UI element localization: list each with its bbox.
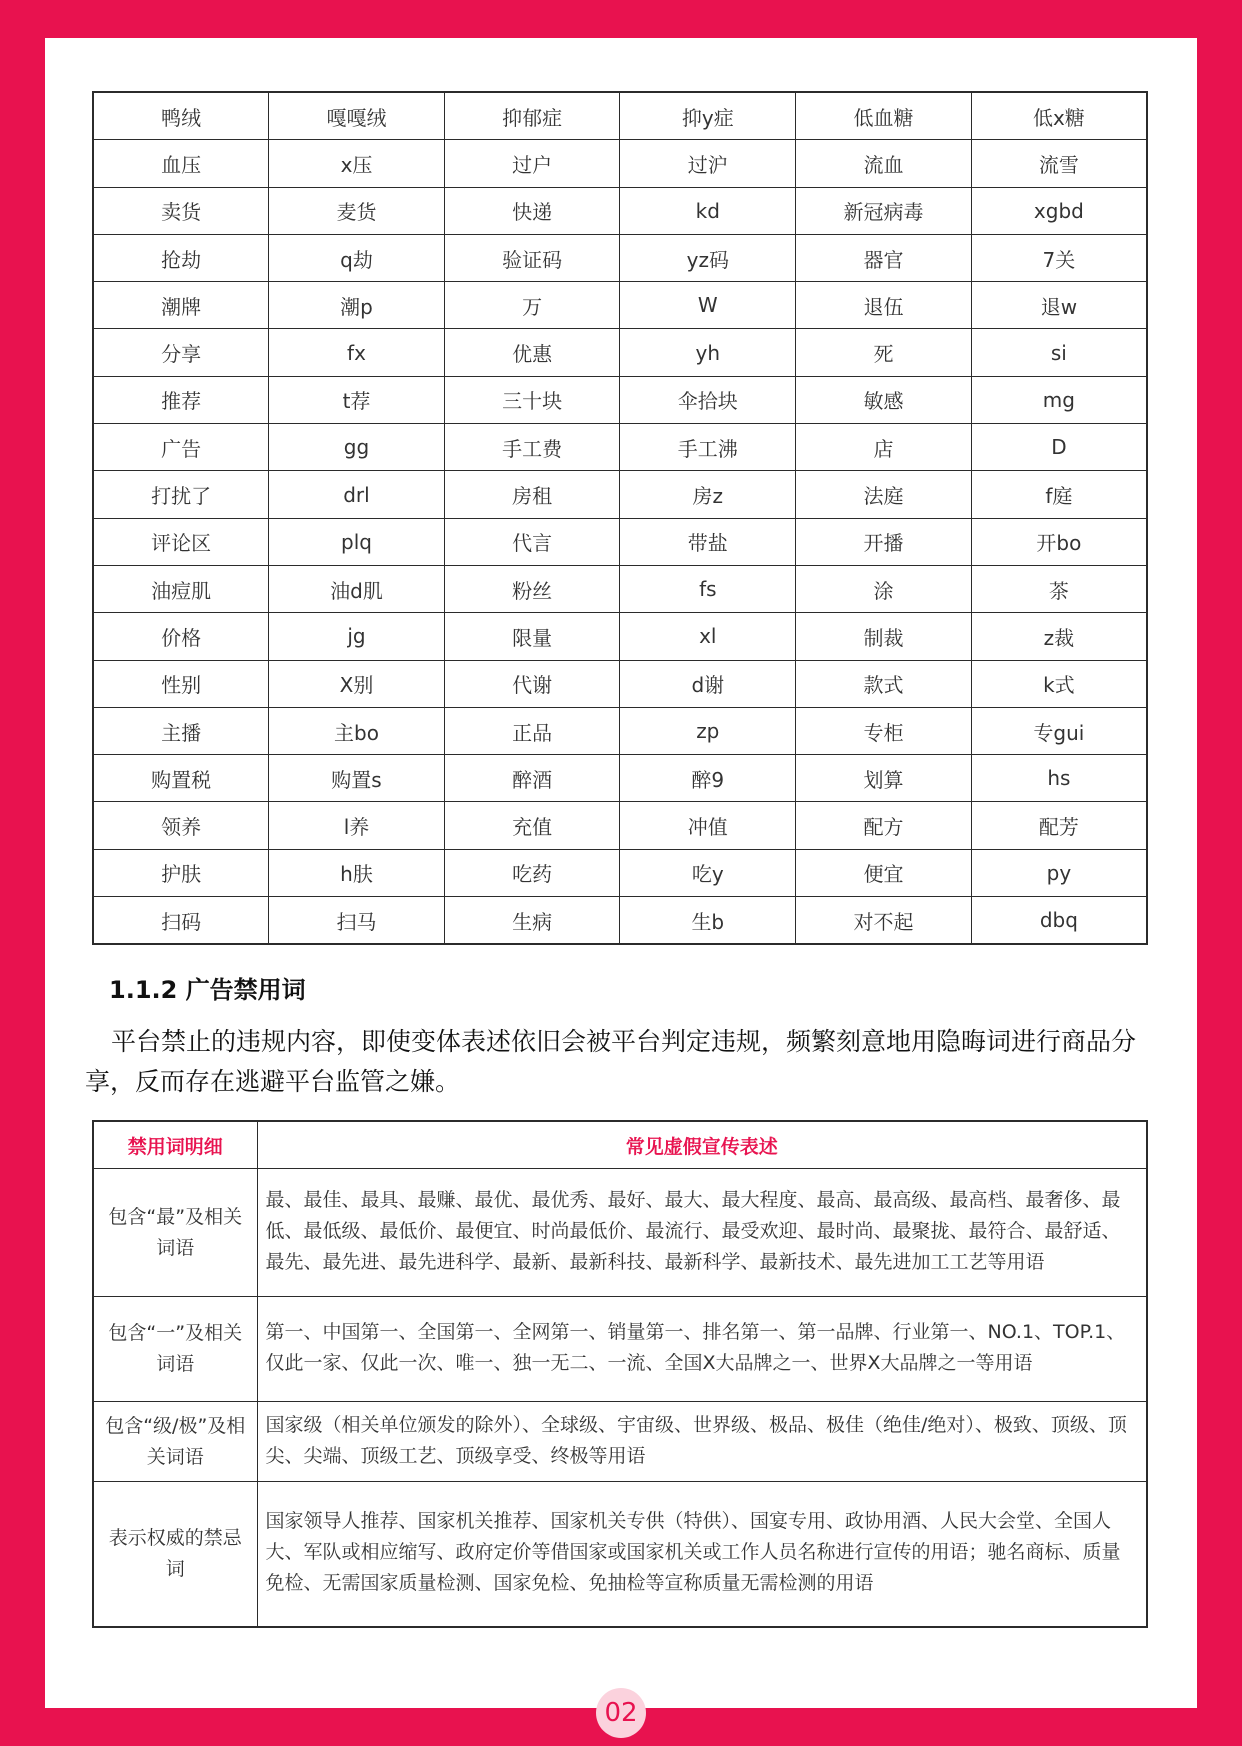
section-title: 1.1.2 广告禁用词 — [109, 976, 306, 1004]
word-cell: 抑y症 — [620, 92, 796, 140]
word-cell: py — [971, 849, 1147, 896]
word-cell: 专柜 — [796, 707, 972, 754]
word-cell: si — [971, 329, 1147, 376]
word-cell: 房z — [620, 471, 796, 518]
word-cell: 生b — [620, 897, 796, 945]
word-cell: 开播 — [796, 518, 972, 565]
word-cell: 7关 — [971, 234, 1147, 281]
word-cell: 价格 — [93, 613, 269, 660]
word-cell: d谢 — [620, 660, 796, 707]
header-category: 禁用词明细 — [93, 1121, 257, 1169]
table-row — [93, 849, 1147, 896]
word-cell: h肤 — [269, 849, 445, 896]
word-cell: X别 — [269, 660, 445, 707]
word-cell: 嘎嘎绒 — [269, 92, 445, 140]
word-cell: yh — [620, 329, 796, 376]
word-cell: hs — [971, 755, 1147, 802]
word-cell: 低血糖 — [796, 92, 972, 140]
word-cell: 推荐 — [93, 376, 269, 423]
table-row — [93, 471, 1147, 518]
word-cell: 广告 — [93, 424, 269, 471]
word-cell: t荐 — [269, 376, 445, 423]
document-page — [45, 38, 1197, 1708]
word-cell: 茶 — [971, 565, 1147, 612]
table-row — [93, 376, 1147, 423]
word-cell: 新冠病毒 — [796, 187, 972, 234]
word-cell: 评论区 — [93, 518, 269, 565]
word-cell: 潮p — [269, 282, 445, 329]
word-cell: 退伍 — [796, 282, 972, 329]
word-cell: fx — [269, 329, 445, 376]
word-cell: xl — [620, 613, 796, 660]
word-cell: 粉丝 — [444, 565, 620, 612]
word-cell: 低x糖 — [971, 92, 1147, 140]
table-row — [93, 1169, 1147, 1297]
word-cell: 涂 — [796, 565, 972, 612]
word-cell: 充值 — [444, 802, 620, 849]
word-cell: 验证码 — [444, 234, 620, 281]
word-cell: 扫码 — [93, 897, 269, 945]
table-row — [93, 802, 1147, 849]
word-cell: fs — [620, 565, 796, 612]
table-header-row — [93, 1121, 1147, 1169]
word-cell: 鸭绒 — [93, 92, 269, 140]
word-cell: 划算 — [796, 755, 972, 802]
word-cell: 流血 — [796, 140, 972, 187]
word-cell: 醉酒 — [444, 755, 620, 802]
description-cell: 最、最佳、最具、最赚、最优、最优秀、最好、最大、最大程度、最高、最高级、最高档、最奢侈、最低、最低级、最低价、最便宜、时尚最低价、最流行、最受欢迎、最时尚、最聚拢、最符合、最舒适、最先、最先进、最先进科学、最新、最新科技、最新科学、最新技术、最先进加工工艺等用语 — [257, 1169, 1147, 1297]
word-cell: yz码 — [620, 234, 796, 281]
word-cell: 生病 — [444, 897, 620, 945]
header-description: 常见虚假宣传表述 — [257, 1121, 1147, 1169]
variant-word-table — [92, 91, 1148, 945]
word-cell: 法庭 — [796, 471, 972, 518]
table-row — [93, 187, 1147, 234]
word-cell: k式 — [971, 660, 1147, 707]
word-cell: 正品 — [444, 707, 620, 754]
word-cell: 油痘肌 — [93, 565, 269, 612]
word-cell: 专gui — [971, 707, 1147, 754]
word-cell: 抑郁症 — [444, 92, 620, 140]
word-cell: 性别 — [93, 660, 269, 707]
word-cell: q劫 — [269, 234, 445, 281]
word-cell: 购置税 — [93, 755, 269, 802]
word-cell: 敏感 — [796, 376, 972, 423]
word-cell: zp — [620, 707, 796, 754]
word-cell: 配芳 — [971, 802, 1147, 849]
table-row — [93, 660, 1147, 707]
word-cell: 流雪 — [971, 140, 1147, 187]
word-cell: 油d肌 — [269, 565, 445, 612]
word-cell: gg — [269, 424, 445, 471]
table-row — [93, 565, 1147, 612]
banned-words-table — [92, 1120, 1148, 1628]
word-cell: 主bo — [269, 707, 445, 754]
table-row — [93, 140, 1147, 187]
word-cell: 便宜 — [796, 849, 972, 896]
description-cell: 国家级（相关单位颁发的除外）、全球级、宇宙级、世界级、极品、极佳（绝佳/绝对）、极致、顶级、顶尖、尖端、顶级工艺、顶级享受、终极等用语 — [257, 1402, 1147, 1482]
word-cell: 器官 — [796, 234, 972, 281]
word-cell: 优惠 — [444, 329, 620, 376]
category-cell: 包含“一”及相关词语 — [93, 1297, 257, 1402]
word-cell: kd — [620, 187, 796, 234]
word-cell: plq — [269, 518, 445, 565]
word-cell: z裁 — [971, 613, 1147, 660]
word-cell: 分享 — [93, 329, 269, 376]
word-cell: 代谢 — [444, 660, 620, 707]
table-row — [93, 329, 1147, 376]
word-cell: W — [620, 282, 796, 329]
word-cell: 购置s — [269, 755, 445, 802]
word-cell: 手工费 — [444, 424, 620, 471]
section-intro: 平台禁止的违规内容，即使变体表述依旧会被平台判定违规，频繁刻意地用隐晦词进行商品分享，反而存在逃避平台监管之嫌。 — [85, 1027, 1137, 1096]
word-cell: 代言 — [444, 518, 620, 565]
table-row — [93, 234, 1147, 281]
word-cell: 三十块 — [444, 376, 620, 423]
word-cell: 带盐 — [620, 518, 796, 565]
description-cell: 第一、中国第一、全国第一、全网第一、销量第一、排名第一、第一品牌、行业第一、NO.1、TOP.1、仅此一家、仅此一次、唯一、独一无二、一流、全国X大品牌之一、世界X大品牌之一等用语 — [257, 1297, 1147, 1402]
word-cell: 卖货 — [93, 187, 269, 234]
word-cell: 吃y — [620, 849, 796, 896]
word-cell: 手工沸 — [620, 424, 796, 471]
word-cell: 醉9 — [620, 755, 796, 802]
word-cell: 冲值 — [620, 802, 796, 849]
word-cell: 退w — [971, 282, 1147, 329]
word-cell: l养 — [269, 802, 445, 849]
word-cell: xgbd — [971, 187, 1147, 234]
word-cell: 血压 — [93, 140, 269, 187]
word-cell: 主播 — [93, 707, 269, 754]
word-cell: 万 — [444, 282, 620, 329]
word-cell: 抢劫 — [93, 234, 269, 281]
table-row — [93, 755, 1147, 802]
page-number-badge: 02 — [596, 1688, 646, 1738]
word-cell: 限量 — [444, 613, 620, 660]
word-cell: jg — [269, 613, 445, 660]
word-cell: 款式 — [796, 660, 972, 707]
table-row — [93, 518, 1147, 565]
word-cell: 快递 — [444, 187, 620, 234]
word-cell: drl — [269, 471, 445, 518]
description-cell: 国家领导人推荐、国家机关推荐、国家机关专供（特供）、国宴专用、政协用酒、人民大会堂、全国人大、军队或相应缩写、政府定价等借国家或国家机关或工作人员名称进行宣传的用语；驰名商标、质量免检、无需国家质量检测、国家免检、免抽检等宣称质量无需检测的用语 — [257, 1482, 1147, 1627]
word-cell: 房租 — [444, 471, 620, 518]
table-row — [93, 707, 1147, 754]
word-cell: mg — [971, 376, 1147, 423]
table-row — [93, 92, 1147, 140]
table-row — [93, 1297, 1147, 1402]
word-cell: dbq — [971, 897, 1147, 945]
word-cell: 扫马 — [269, 897, 445, 945]
word-cell: 打扰了 — [93, 471, 269, 518]
word-cell: 对不起 — [796, 897, 972, 945]
word-cell: x压 — [269, 140, 445, 187]
table-row — [93, 282, 1147, 329]
table-row — [93, 424, 1147, 471]
category-cell: 表示权威的禁忌词 — [93, 1482, 257, 1627]
word-cell: 伞拾块 — [620, 376, 796, 423]
word-cell: 麦货 — [269, 187, 445, 234]
word-cell: 店 — [796, 424, 972, 471]
word-cell: 吃药 — [444, 849, 620, 896]
category-cell: 包含“级/极”及相关词语 — [93, 1402, 257, 1482]
category-cell: 包含“最”及相关词语 — [93, 1169, 257, 1297]
table-row — [93, 897, 1147, 945]
word-cell: D — [971, 424, 1147, 471]
word-cell: 开bo — [971, 518, 1147, 565]
word-cell: 潮牌 — [93, 282, 269, 329]
word-cell: 制裁 — [796, 613, 972, 660]
word-cell: 死 — [796, 329, 972, 376]
word-cell: 配方 — [796, 802, 972, 849]
word-cell: 领养 — [93, 802, 269, 849]
word-cell: f庭 — [971, 471, 1147, 518]
word-cell: 过沪 — [620, 140, 796, 187]
word-cell: 护肤 — [93, 849, 269, 896]
table-row — [93, 1482, 1147, 1627]
table-row — [93, 1402, 1147, 1482]
table-row — [93, 613, 1147, 660]
word-cell: 过户 — [444, 140, 620, 187]
